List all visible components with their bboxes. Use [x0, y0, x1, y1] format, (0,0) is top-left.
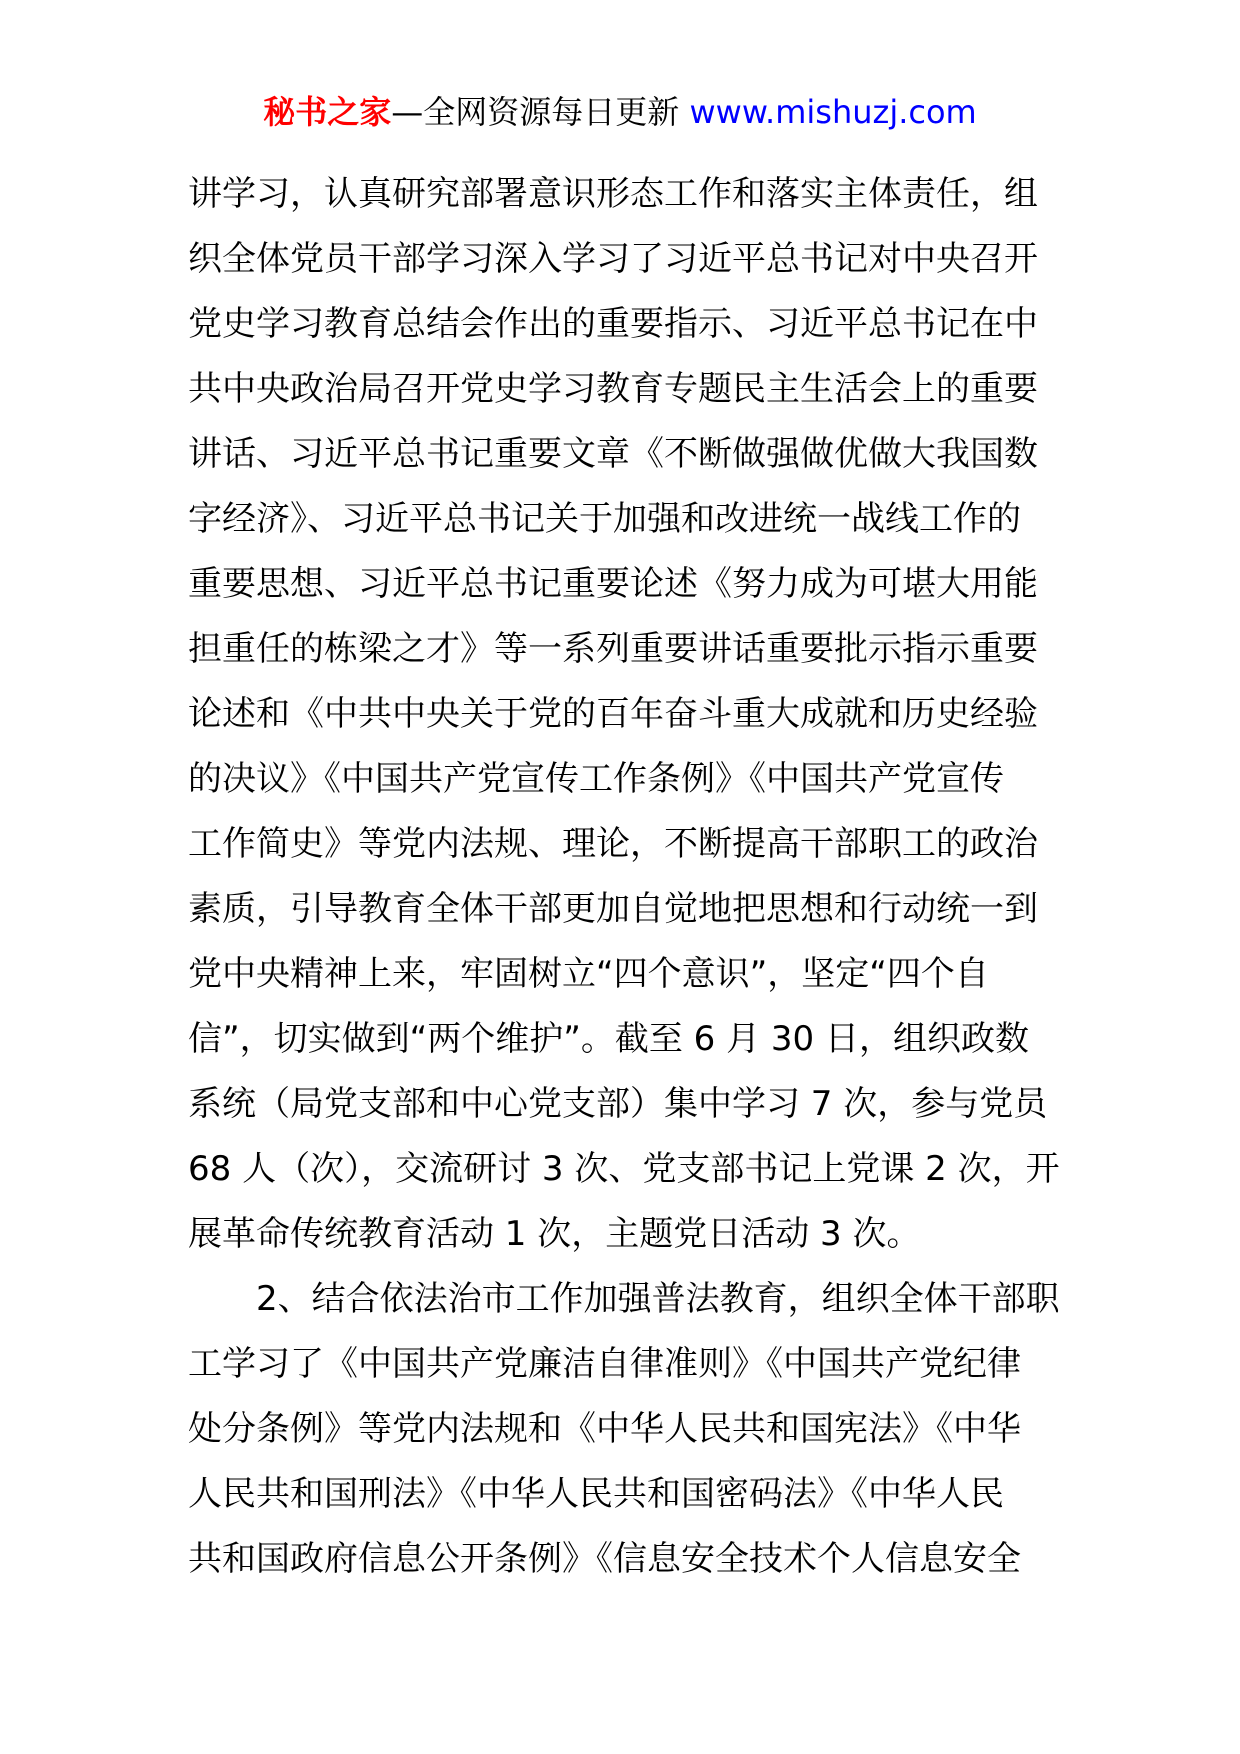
text-line: 讲学习，认真研究部署意识形态工作和落实主体责任，组	[188, 174, 1038, 214]
text-line: 共和国政府信息公开条例》《信息安全技术个人信息安全	[188, 1539, 1021, 1579]
text-line: 素质，引导教育全体干部更加自觉地把思想和行动统一到	[188, 889, 1038, 929]
text-line: 共中央政治局召开党史学习教育专题民主生活会上的重要	[188, 369, 1038, 409]
paragraph-1	[188, 162, 1068, 1267]
text-line: 重要思想、习近平总书记重要论述《努力成为可堪大用能	[188, 564, 1038, 604]
text-line: 处分条例》等党内法规和《中华人民共和国宪法》《中华	[188, 1409, 1021, 1449]
text-line: 字经济》、习近平总书记关于加强和改进统一战线工作的	[188, 499, 1021, 539]
site-tagline: —全网资源每日更新	[391, 93, 680, 131]
text-line: 的决议》《中国共产党宣传工作条例》《中国共产党宣传	[188, 759, 1004, 799]
text-line: 担重任的栋梁之才》等一系列重要讲话重要批示指示重要	[188, 629, 1038, 669]
text-line: 织全体党员干部学习深入学习了习近平总书记对中央召开	[188, 239, 1038, 279]
site-header	[0, 92, 1240, 132]
paragraph-2	[188, 1267, 1068, 1592]
text-line: 党中央精神上来，牢固树立“四个意识”，坚定“四个自	[188, 954, 989, 994]
text-line: 展革命传统教育活动 1 次，主题党日活动 3 次。	[188, 1214, 921, 1254]
text-line: 2、结合依法治市工作加强普法教育，组织全体干部职	[256, 1279, 1060, 1319]
text-line: 论述和《中共中央关于党的百年奋斗重大成就和历史经验	[188, 694, 1038, 734]
site-brand: 秘书之家	[263, 93, 392, 131]
text-line: 68 人（次），交流研讨 3 次、党支部书记上党课 2 次，开	[188, 1149, 1060, 1189]
document-body	[188, 162, 1068, 1592]
text-line: 党史学习教育总结会作出的重要指示、习近平总书记在中	[188, 304, 1038, 344]
text-line: 系统（局党支部和中心党支部）集中学习 7 次，参与党员	[188, 1084, 1048, 1124]
text-line: 信”，切实做到“两个维护”。截至 6 月 30 日，组织政数	[188, 1019, 1029, 1059]
text-line: 工作简史》等党内法规、理论，不断提高干部职工的政治	[188, 824, 1038, 864]
text-line: 人民共和国刑法》《中华人民共和国密码法》《中华人民	[188, 1474, 1004, 1514]
text-line: 工学习了《中国共产党廉洁自律准则》《中国共产党纪律	[188, 1344, 1021, 1384]
site-url-link[interactable]: www.mishuzj.com	[689, 93, 977, 131]
text-line: 讲话、习近平总书记重要文章《不断做强做优做大我国数	[188, 434, 1038, 474]
